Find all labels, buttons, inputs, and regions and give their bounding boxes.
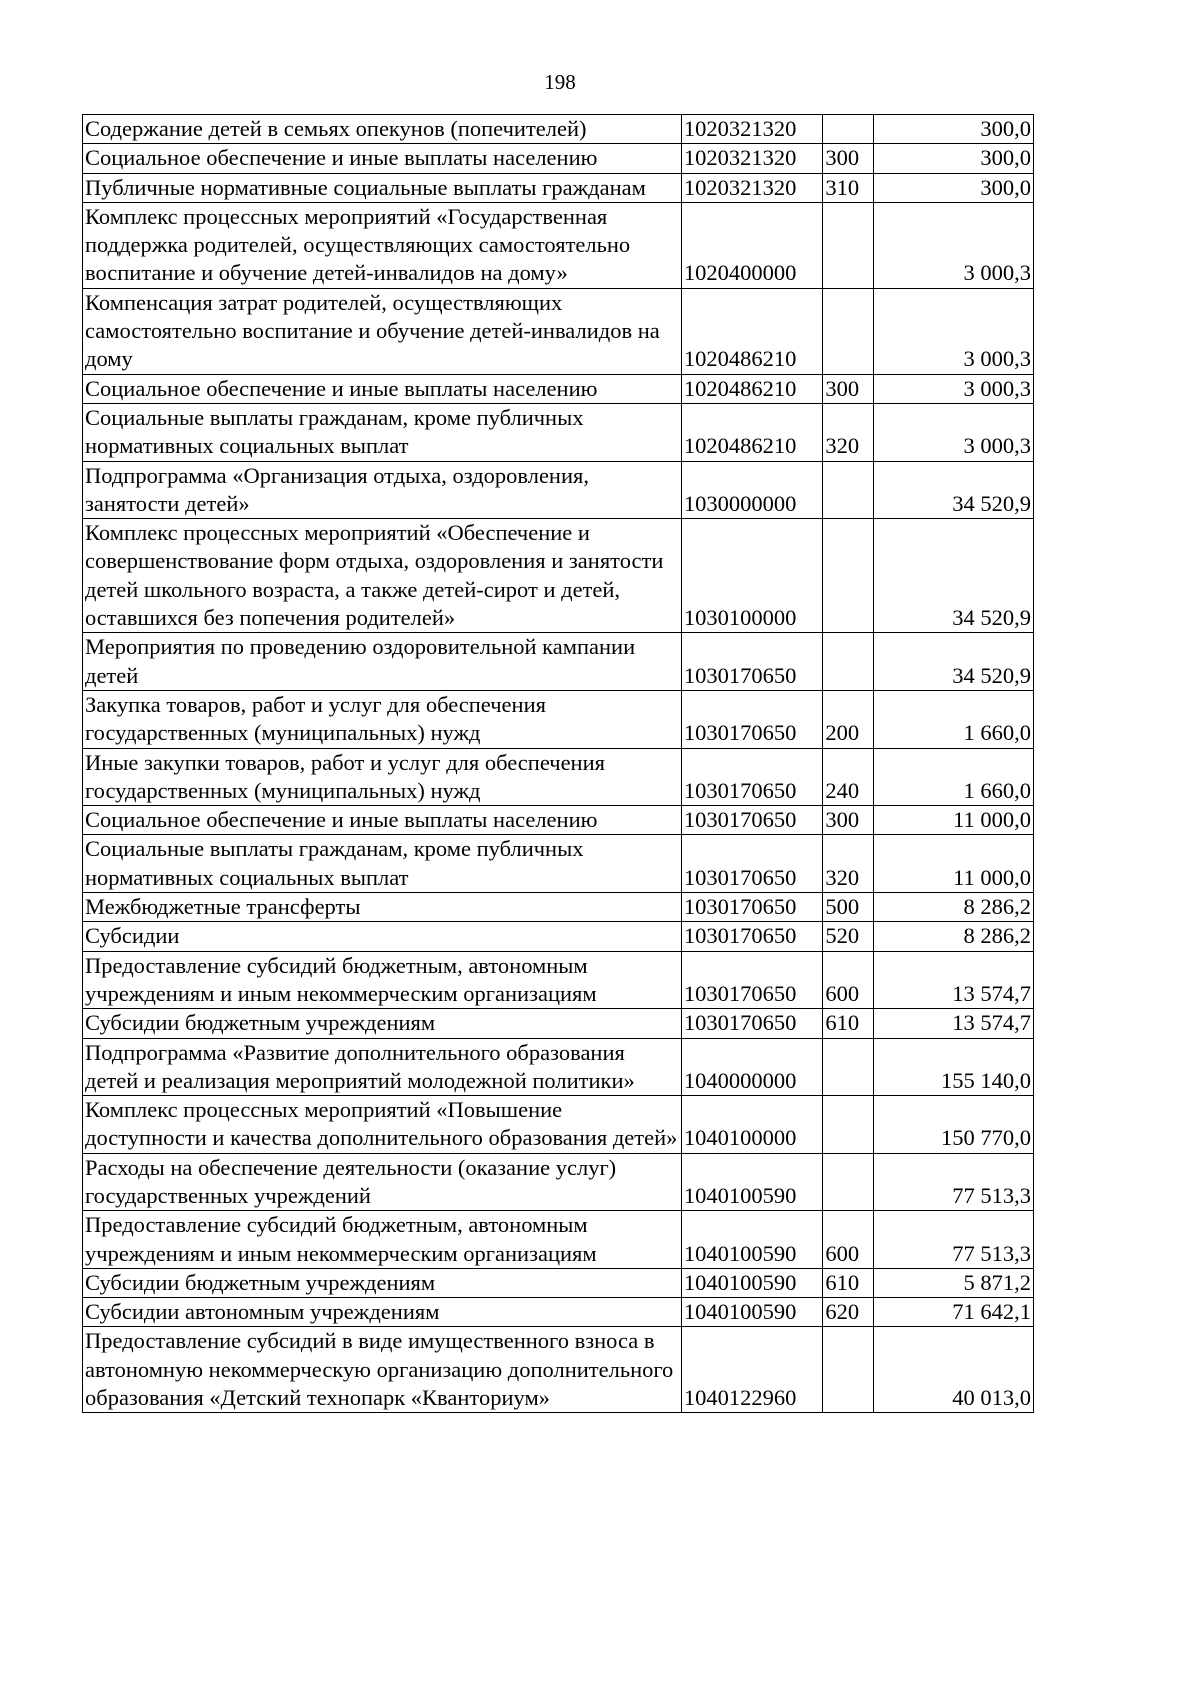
- target-article-code-cell: 1030000000: [681, 461, 822, 519]
- target-article-code-cell: 1020400000: [681, 202, 822, 288]
- expense-name-cell: Иные закупки товаров, работ и услуг для обеспечения государственных (муниципальных) нужд: [83, 748, 682, 806]
- target-article-code-cell: 1020321320: [681, 144, 822, 173]
- expense-type-cell: 500: [823, 893, 874, 922]
- expense-type-cell: 200: [823, 690, 874, 748]
- amount-cell: 300,0: [874, 115, 1034, 144]
- target-article-code-cell: 1030170650: [681, 893, 822, 922]
- expense-type-cell: 320: [823, 835, 874, 893]
- expense-type-cell: [823, 519, 874, 633]
- amount-cell: 34 520,9: [874, 461, 1034, 519]
- table-row: [83, 173, 1034, 202]
- expense-type-cell: 300: [823, 806, 874, 835]
- table-row: [83, 1153, 1034, 1211]
- expense-name-cell: Комплекс процессных мероприятий «Повышение доступности и качества дополнительного образования детей»: [83, 1096, 682, 1154]
- target-article-code-cell: 1020486210: [681, 403, 822, 461]
- amount-cell: 34 520,9: [874, 633, 1034, 691]
- table-row: [83, 115, 1034, 144]
- budget-table: [82, 114, 1034, 1413]
- amount-cell: 13 574,7: [874, 1009, 1034, 1038]
- expense-type-cell: [823, 1327, 874, 1413]
- amount-cell: 3 000,3: [874, 288, 1034, 374]
- expense-name-cell: Социальное обеспечение и иные выплаты населению: [83, 806, 682, 835]
- amount-cell: 13 574,7: [874, 951, 1034, 1009]
- expense-type-cell: [823, 1038, 874, 1096]
- target-article-code-cell: 1030170650: [681, 835, 822, 893]
- table-row: [83, 1009, 1034, 1038]
- target-article-code-cell: 1030170650: [681, 922, 822, 951]
- table-row: [83, 403, 1034, 461]
- table-row: [83, 461, 1034, 519]
- expense-name-cell: Мероприятия по проведению оздоровительной кампании детей: [83, 633, 682, 691]
- expense-name-cell: Содержание детей в семьях опекунов (попечителей): [83, 115, 682, 144]
- target-article-code-cell: 1030170650: [681, 806, 822, 835]
- target-article-code-cell: 1020486210: [681, 288, 822, 374]
- expense-name-cell: Субсидии бюджетным учреждениям: [83, 1009, 682, 1038]
- target-article-code-cell: 1030170650: [681, 690, 822, 748]
- target-article-code-cell: 1020321320: [681, 173, 822, 202]
- expense-name-cell: Субсидии автономным учреждениям: [83, 1298, 682, 1327]
- expense-name-cell: Публичные нормативные социальные выплаты гражданам: [83, 173, 682, 202]
- expense-name-cell: Социальное обеспечение и иные выплаты населению: [83, 374, 682, 403]
- expense-type-cell: 300: [823, 374, 874, 403]
- amount-cell: 8 286,2: [874, 893, 1034, 922]
- amount-cell: 34 520,9: [874, 519, 1034, 633]
- target-article-code-cell: 1030170650: [681, 951, 822, 1009]
- table-row: [83, 1211, 1034, 1269]
- table-row: [83, 144, 1034, 173]
- table-row: [83, 748, 1034, 806]
- target-article-code-cell: 1040100590: [681, 1153, 822, 1211]
- table-row: [83, 519, 1034, 633]
- expense-type-cell: 600: [823, 951, 874, 1009]
- amount-cell: 8 286,2: [874, 922, 1034, 951]
- target-article-code-cell: 1040100590: [681, 1298, 822, 1327]
- target-article-code-cell: 1040100590: [681, 1268, 822, 1297]
- target-article-code-cell: 1030100000: [681, 519, 822, 633]
- amount-cell: 150 770,0: [874, 1096, 1034, 1154]
- amount-cell: 300,0: [874, 173, 1034, 202]
- amount-cell: 77 513,3: [874, 1153, 1034, 1211]
- target-article-code-cell: 1040000000: [681, 1038, 822, 1096]
- target-article-code-cell: 1030170650: [681, 748, 822, 806]
- expense-name-cell: Предоставление субсидий бюджетным, автономным учреждениям и иным некоммерческим организациям: [83, 1211, 682, 1269]
- expense-name-cell: Комплекс процессных мероприятий «Государственная поддержка родителей, осуществляющих самостоятельно воспитание и обучение детей-инвалидов на дому»: [83, 202, 682, 288]
- expense-type-cell: 610: [823, 1009, 874, 1038]
- expense-name-cell: Субсидии бюджетным учреждениям: [83, 1268, 682, 1297]
- table-row: [83, 951, 1034, 1009]
- amount-cell: 3 000,3: [874, 403, 1034, 461]
- expense-type-cell: [823, 202, 874, 288]
- amount-cell: 11 000,0: [874, 806, 1034, 835]
- target-article-code-cell: 1040122960: [681, 1327, 822, 1413]
- expense-name-cell: Субсидии: [83, 922, 682, 951]
- budget-table-body: [83, 115, 1034, 1413]
- target-article-code-cell: 1020321320: [681, 115, 822, 144]
- expense-type-cell: 600: [823, 1211, 874, 1269]
- expense-name-cell: Подпрограмма «Организация отдыха, оздоровления, занятости детей»: [83, 461, 682, 519]
- amount-cell: 71 642,1: [874, 1298, 1034, 1327]
- target-article-code-cell: 1040100590: [681, 1211, 822, 1269]
- table-row: [83, 835, 1034, 893]
- expense-name-cell: Межбюджетные трансферты: [83, 893, 682, 922]
- expense-name-cell: Предоставление субсидий в виде имущественного взноса в автономную некоммерческую организацию дополнительного образования «Детский технопарк «Кванториум»: [83, 1327, 682, 1413]
- expense-type-cell: 320: [823, 403, 874, 461]
- table-row: [83, 633, 1034, 691]
- target-article-code-cell: 1030170650: [681, 633, 822, 691]
- amount-cell: 40 013,0: [874, 1327, 1034, 1413]
- amount-cell: 11 000,0: [874, 835, 1034, 893]
- amount-cell: 155 140,0: [874, 1038, 1034, 1096]
- expense-name-cell: Компенсация затрат родителей, осуществляющих самостоятельно воспитание и обучение детей-инвалидов на дому: [83, 288, 682, 374]
- expense-type-cell: 310: [823, 173, 874, 202]
- amount-cell: 1 660,0: [874, 690, 1034, 748]
- table-row: [83, 806, 1034, 835]
- amount-cell: 1 660,0: [874, 748, 1034, 806]
- amount-cell: 3 000,3: [874, 202, 1034, 288]
- expense-name-cell: Предоставление субсидий бюджетным, автономным учреждениям и иным некоммерческим организациям: [83, 951, 682, 1009]
- expense-type-cell: [823, 1153, 874, 1211]
- table-row: [83, 1327, 1034, 1413]
- expense-type-cell: 300: [823, 144, 874, 173]
- amount-cell: 5 871,2: [874, 1268, 1034, 1297]
- table-row: [83, 288, 1034, 374]
- expense-type-cell: [823, 461, 874, 519]
- expense-name-cell: Комплекс процессных мероприятий «Обеспечение и совершенствование форм отдыха, оздоровления и занятости детей школьного возраста, а также детей-сирот и детей, оставшихся без попечения родителей»: [83, 519, 682, 633]
- table-row: [83, 1298, 1034, 1327]
- table-row: [83, 1096, 1034, 1154]
- expense-type-cell: 520: [823, 922, 874, 951]
- expense-name-cell: Социальные выплаты гражданам, кроме публичных нормативных социальных выплат: [83, 403, 682, 461]
- amount-cell: 300,0: [874, 144, 1034, 173]
- expense-type-cell: 620: [823, 1298, 874, 1327]
- table-row: [83, 893, 1034, 922]
- table-row: [83, 690, 1034, 748]
- expense-type-cell: [823, 1096, 874, 1154]
- expense-name-cell: Социальное обеспечение и иные выплаты населению: [83, 144, 682, 173]
- expense-name-cell: Социальные выплаты гражданам, кроме публичных нормативных социальных выплат: [83, 835, 682, 893]
- amount-cell: 3 000,3: [874, 374, 1034, 403]
- expense-type-cell: [823, 288, 874, 374]
- table-row: [83, 1038, 1034, 1096]
- expense-type-cell: 240: [823, 748, 874, 806]
- expense-name-cell: Подпрограмма «Развитие дополнительного образования детей и реализация мероприятий молодежной политики»: [83, 1038, 682, 1096]
- table-row: [83, 374, 1034, 403]
- target-article-code-cell: 1030170650: [681, 1009, 822, 1038]
- expense-name-cell: Закупка товаров, работ и услуг для обеспечения государственных (муниципальных) нужд: [83, 690, 682, 748]
- target-article-code-cell: 1040100000: [681, 1096, 822, 1154]
- expense-type-cell: [823, 115, 874, 144]
- target-article-code-cell: 1020486210: [681, 374, 822, 403]
- amount-cell: 77 513,3: [874, 1211, 1034, 1269]
- expense-type-cell: 610: [823, 1268, 874, 1297]
- expense-name-cell: Расходы на обеспечение деятельности (оказание услуг) государственных учреждений: [83, 1153, 682, 1211]
- expense-type-cell: [823, 633, 874, 691]
- table-row: [83, 922, 1034, 951]
- table-row: [83, 1268, 1034, 1297]
- page-number: 198: [544, 70, 576, 94]
- table-row: [83, 202, 1034, 288]
